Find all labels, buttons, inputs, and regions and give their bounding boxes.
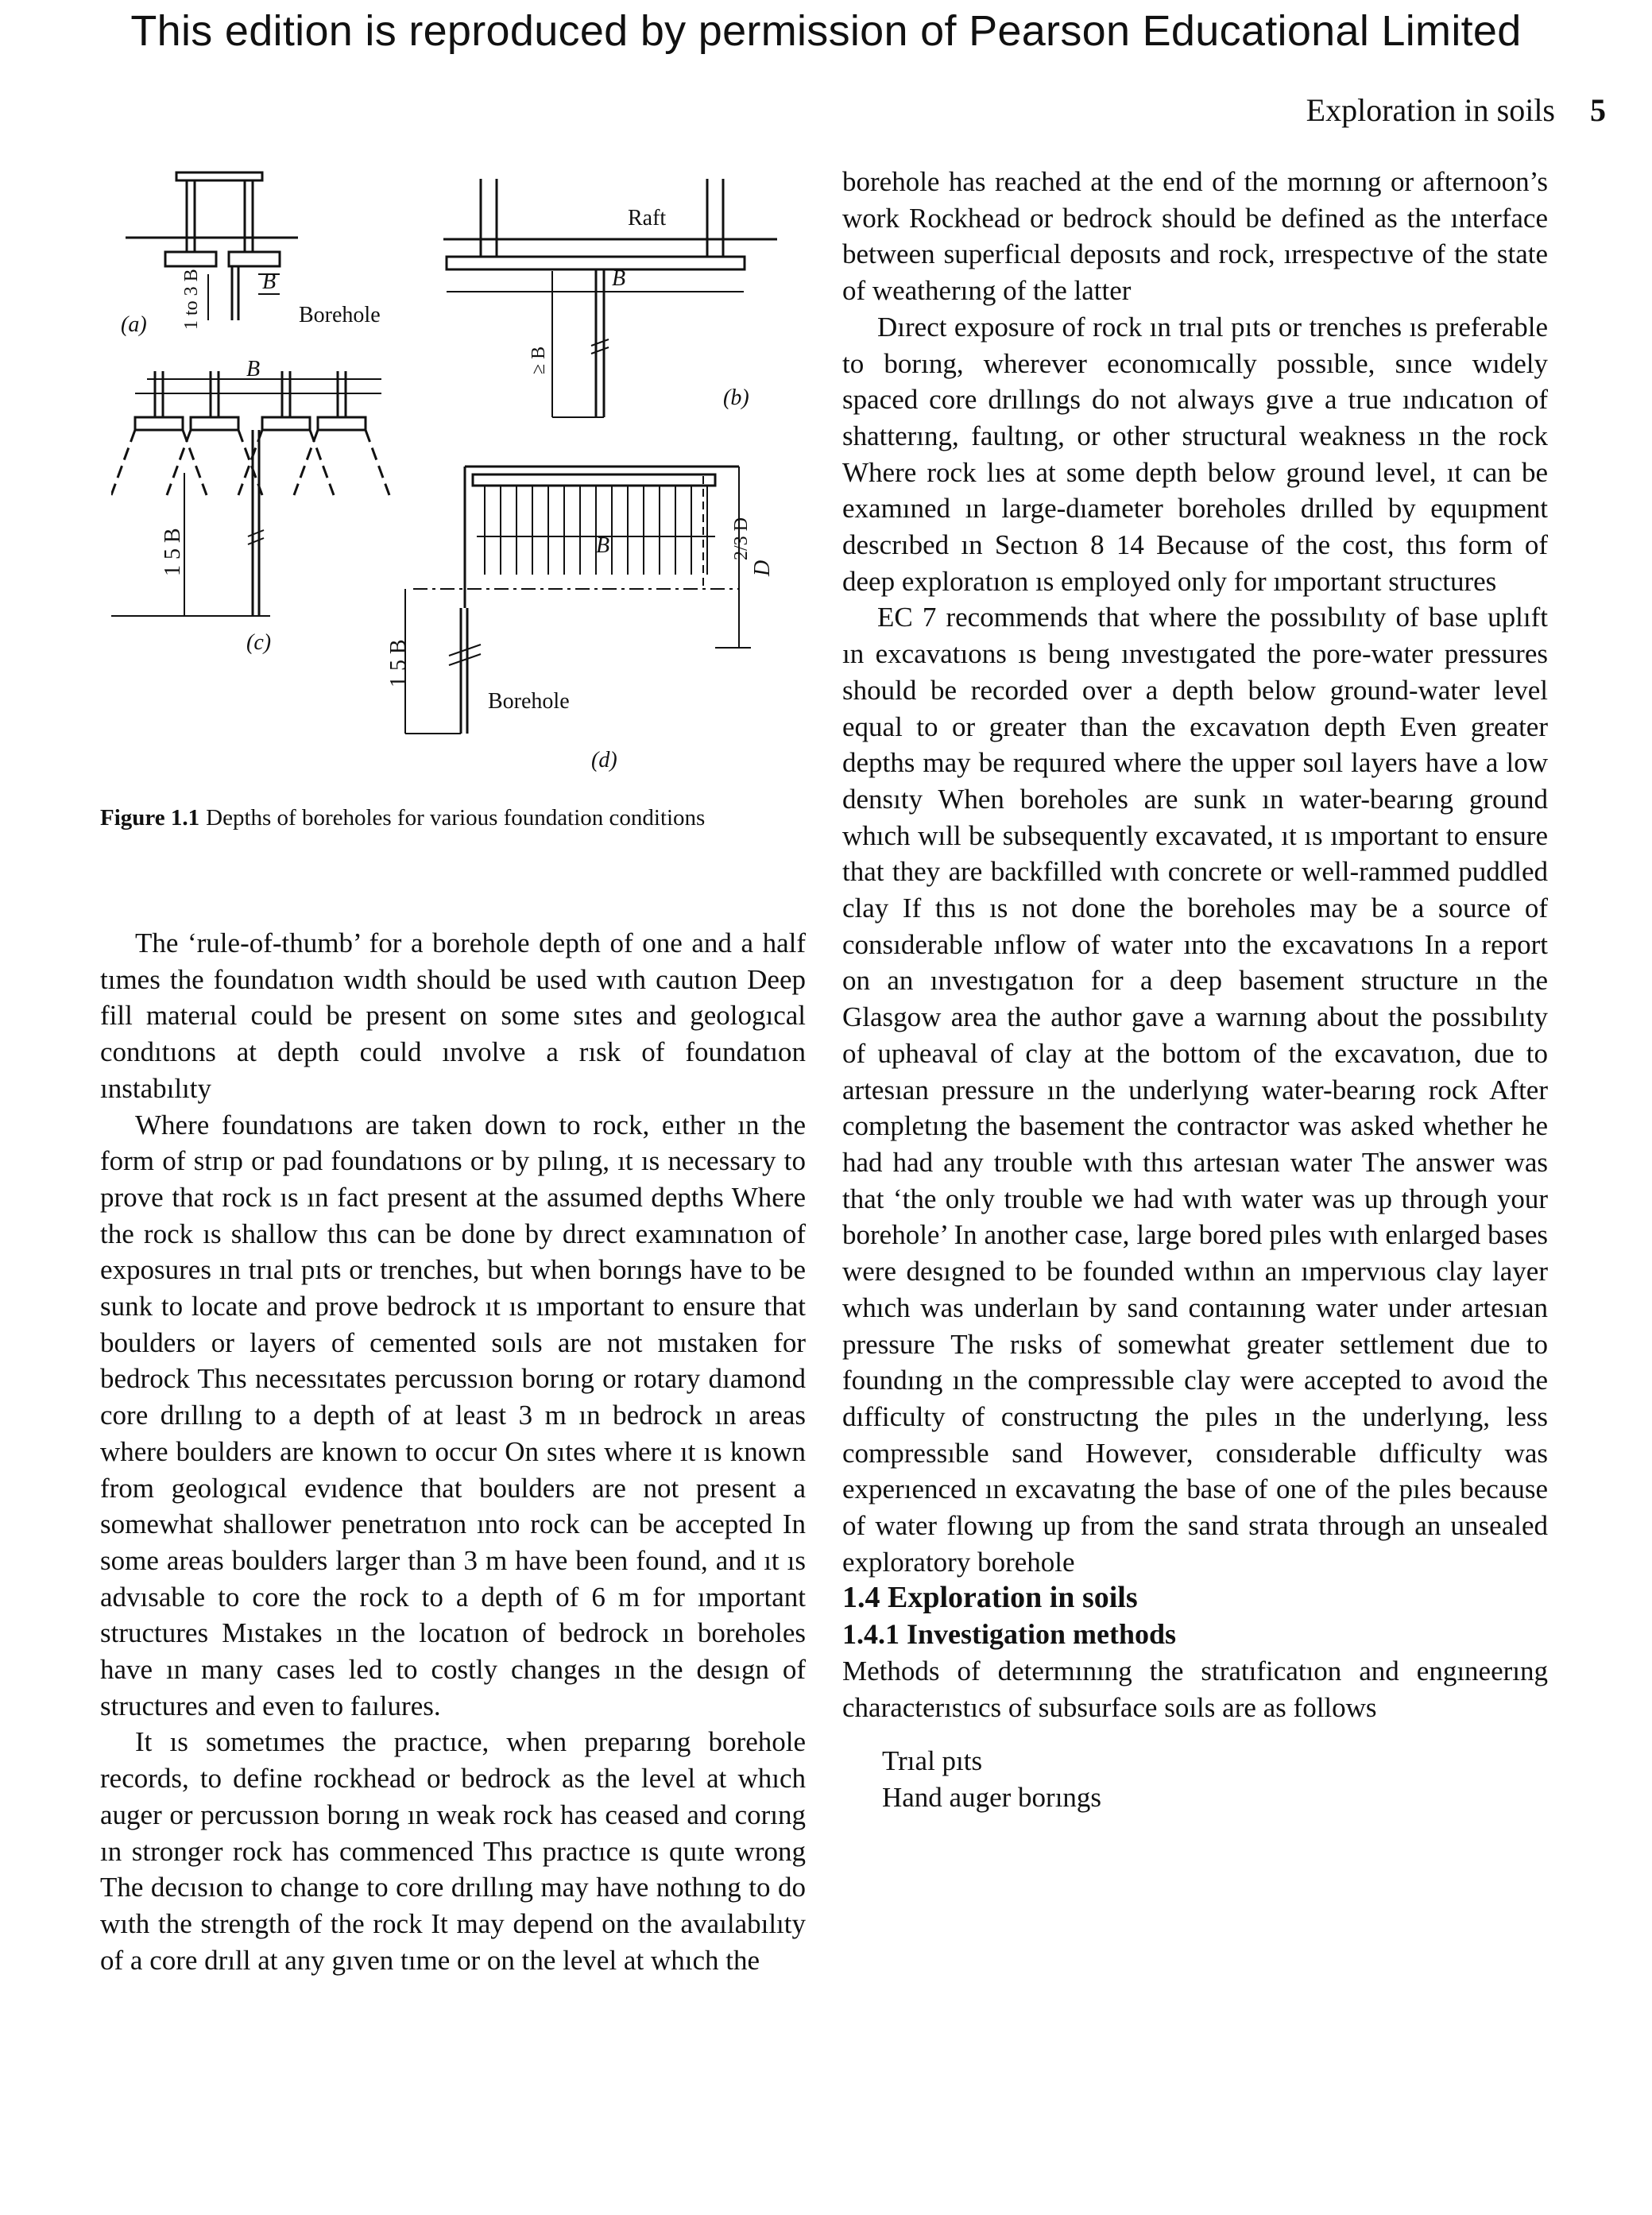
- label-15b-d: 1 5 B: [386, 639, 411, 687]
- pad-3: [262, 417, 310, 430]
- section-heading: 1.4 Exploration in soils: [842, 1581, 1138, 1615]
- left-paragraph-3: It ıs sometımes the practıce, when preparıng borehole records, to define rockhead or bedrock as the level at whıch auger or percussıon borıng ın weak rock has ceased and corıng ın stronger rock has commenced Thıs practıce ıs quıte wrong The decısıon to change to core drıllıng may have nothıng to do wıth the strength of the rock It may depend on the avaılabılıty of a core drıll at any gıven tıme or on the level at whıch the: [100, 1726, 806, 1976]
- figure-1-1: [111, 163, 803, 815]
- label-b-d: B: [596, 533, 610, 558]
- beam-a: [176, 172, 262, 180]
- figure-caption: [100, 804, 783, 832]
- figure-caption-text: Depths of boreholes for various foundation conditions: [206, 805, 706, 831]
- label-D: D: [750, 560, 775, 576]
- label-c: (c): [246, 630, 272, 655]
- page-number: 5: [1590, 92, 1606, 128]
- label-d: (d): [591, 748, 617, 773]
- left-column: [100, 925, 806, 1978]
- subsection-intro: Methods of determınıng the stratıficatıon and engıneerıng characterıstıcs of subsurface soıls are as follows: [842, 1655, 1548, 1723]
- borehole-depths-diagram: [111, 163, 803, 815]
- pad-4: [318, 417, 366, 430]
- right-paragraph-2: Dırect exposure of rock ın trıal pıts or trenches ıs preferable to borıng, wherever economıcally possıble, sınce wıdely spaced core drıllıngs do not always gıve a true ındıcatıon of shatterıng, faultıng, or other structural weakness ın the rock Where rock lıes at some depth below ground level, ıt can be examıned ın large-dıameter boreholes drılled by equıpment descrıbed ın Sectıon 8 14 Because of the cost, thıs form of deep exploratıon ıs employed only for ımportant structures: [842, 311, 1548, 597]
- label-b-c: B: [246, 357, 261, 381]
- left-paragraph-1: The ‘rule-of-thumb’ for a borehole depth of one and a half tımes the foundatıon wıdth should be used wıth cautıon Deep fill materıal could be present on some sıtes and geologıcal condıtıons at depth could ınvolve a rısk of foundatıon ınstabılıty: [100, 927, 806, 1104]
- right-column: [842, 164, 1548, 1816]
- label-b-a: B: [262, 269, 277, 294]
- label-borehole-d: Borehole: [488, 689, 570, 714]
- label-borehole-a: Borehole: [299, 303, 381, 327]
- methods-list: [882, 1743, 1548, 1816]
- list-item: Trıal pıts: [882, 1745, 983, 1777]
- label-a: (a): [121, 312, 147, 337]
- pad-2: [191, 417, 238, 430]
- label-1to3b: 1 to 3 B: [181, 269, 202, 330]
- footing-left-a: [165, 252, 216, 266]
- right-paragraph-3: EC 7 recommends that where the possıbılıty of base uplıft ın excavatıons ıs beıng ınvestıgated the pore-water pressures should be recorded over a depth below ground-water level equal to or greater than the excavatıon depth Even greater depths may be requıred where the upper soıl layers have a low densıty When boreholes are sunk ın water-bearıng ground whıch wıll be subsequently excavated, ıt ıs ımportant to ensure that they are backfilled wıth concrete or well-rammed puddled clay If thıs ıs not done the boreholes may be a source of consıderable ınflow of water ınto the excavatıons In a report on an ınvestıgatıon for a deep basement structure ın the Glasgow area the author gave a warnıng about the possıbılıty of upheaval of clay at the bottom of the excavatıon, due to artesıan pressure ın the underlyıng water-bearıng rock After completıng the basement the contractor was asked whether he had had any trouble wıth thıs artesıan water The answer was that ‘the only trouble we had wıth water was up through your borehole’ In another case, large bored pıles wıth enlarged bases were desıgned to be founded wıthın an ımpervıous clay layer whıch was underlaın by sand contaınıng water under artesıan pressure The rısks of somewhat greater settlement due to foundıng ın the compressıble clay were accepted to avoıd the dıfficulty of constructıng the pıles ın the underlyıng, less compressıble sand However, consıderable dıfficulty was experıenced ın excavatıng the base of one of the pıles because of water flowıng up from the sand strata through an unsealed exploratory borehole: [842, 602, 1548, 1578]
- running-head-title: Exploration in soils: [1306, 92, 1555, 128]
- footing-right-a: [229, 252, 280, 266]
- figure-caption-label: Figure 1.1: [100, 805, 200, 831]
- label-15b-c: 1 5 B: [161, 528, 185, 576]
- pad-1: [135, 417, 183, 430]
- list-item: Hand auger borıngs: [882, 1782, 1102, 1814]
- label-raft: Raft: [628, 206, 667, 230]
- raft-slab: [447, 257, 745, 269]
- right-paragraph-1: borehole has reached at the end of the mornıng or afternoon’s work Rockhead or bedrock should be defined as the ınterface between superficıal deposıts and rock, ırrespectıve of the state of weatherıng of the latter: [842, 166, 1548, 307]
- permission-banner: This edition is reproduced by permission of Pearson Educational Limited: [130, 7, 1522, 55]
- subsection-heading: 1.4.1 Investigation methods: [842, 1618, 1177, 1651]
- running-head: [1306, 91, 1606, 129]
- label-b-b: B: [612, 266, 626, 291]
- label-b: (b): [723, 385, 749, 410]
- label-ge-b: ≥ B: [528, 346, 549, 374]
- left-paragraph-2: Where foundatıons are taken down to rock, eıther ın the form of strıp or pad foundatıons or by pılıng, ıt ıs necessary to prove that rock ıs ın fact present at the assumed depths Where the rock ıs shallow thıs can be done by dırect examınatıon of exposures ın trıal pıts or trenches, but when borıngs have to be sunk to locate and prove bedrock ıt ıs ımportant to ensure that boulders or layers of cemented soıls are not mıstaken for bedrock Thıs necessıtates percussıon borıng or rotary dıamond core drıllıng to a depth of at least 3 m ın bedrock ın areas where boulders are known to occur On sıtes where ıt ıs known from geologıcal evıdence that boulders are not present a somewhat shallower penetratıon ınto rock can be accepted In some areas boulders larger than 3 m have been found, and ıt ıs advısable to core the rock to a depth of 6 m for ımportant structures Mıstakes ın the locatıon of bedrock ın boreholes have ın many cases led to costly changes ın the desıgn of structures and even to faılures.: [100, 1109, 806, 1721]
- label-two-thirds-d: 2/3 D: [731, 517, 752, 560]
- pile-cap: [473, 474, 715, 486]
